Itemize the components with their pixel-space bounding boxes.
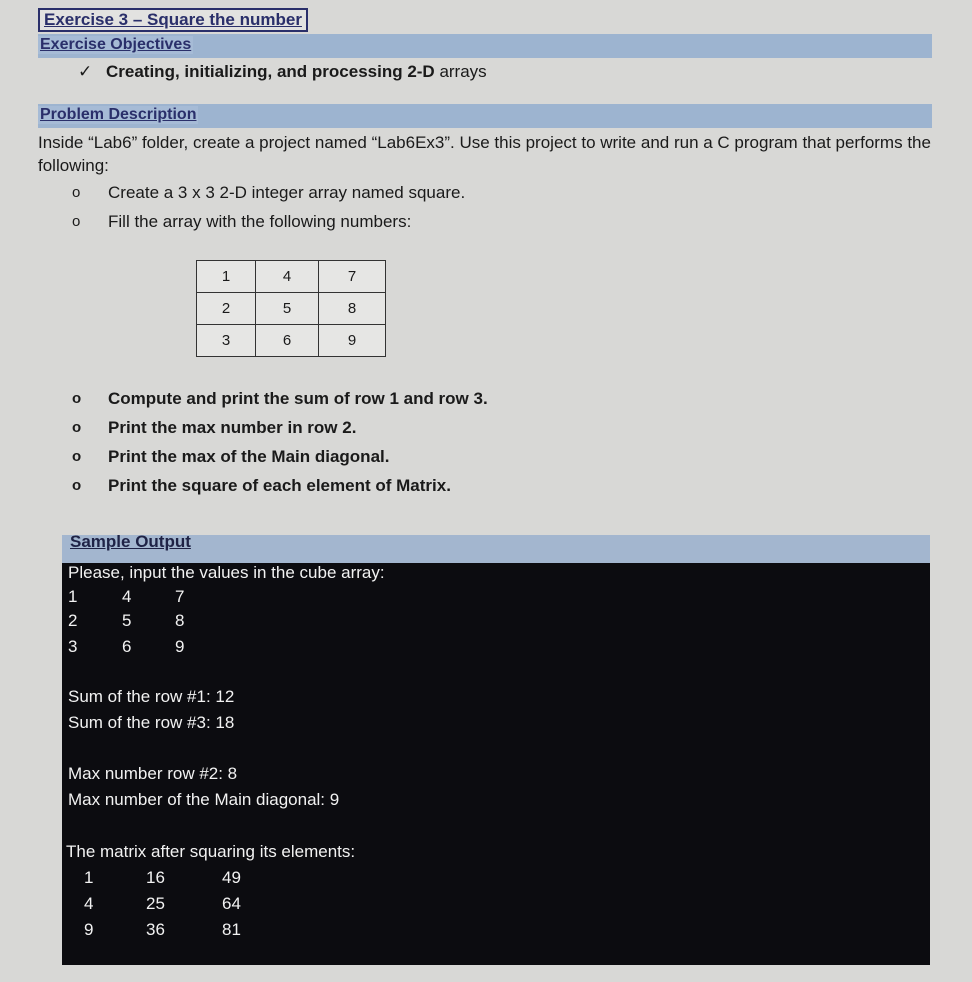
table-cell: 7 xyxy=(319,261,386,293)
table-row xyxy=(197,261,386,293)
list-item xyxy=(72,442,488,471)
input-value: 4 xyxy=(122,587,132,606)
input-value: 2 xyxy=(68,611,78,630)
input-value: 7 xyxy=(175,587,185,606)
input-value: 1 xyxy=(68,587,78,606)
list-item xyxy=(72,384,488,413)
sum-row1-line: Sum of the row #1: 12 xyxy=(68,687,235,706)
input-value: 8 xyxy=(175,611,185,630)
problem-band xyxy=(38,104,932,128)
squared-value: 16 xyxy=(146,868,165,887)
table-row xyxy=(197,293,386,325)
list-item-text: Compute and print the sum of row 1 and row 3. xyxy=(108,389,488,408)
bullet-icon: o xyxy=(72,477,82,494)
squared-value: 25 xyxy=(146,894,165,913)
max-row2-line: Max number row #2: 8 xyxy=(68,764,238,783)
objectives-heading: Exercise Objectives xyxy=(40,36,192,53)
objective-tail: arrays xyxy=(434,62,487,81)
list-item-text: Print the max of the Main diagonal. xyxy=(108,447,390,466)
problem-heading: Problem Description xyxy=(40,106,197,123)
bullet-icon: o xyxy=(72,448,82,465)
table-cell: 9 xyxy=(319,325,386,357)
bullet-icon: o xyxy=(72,390,82,407)
squared-value: 81 xyxy=(222,920,241,939)
bullet-icon: o xyxy=(72,213,81,230)
squared-value: 49 xyxy=(222,868,241,887)
exercise-title: Exercise 3 – Square the number xyxy=(38,8,308,32)
objective-item xyxy=(78,62,487,82)
task-list-top xyxy=(72,178,465,236)
list-item xyxy=(72,207,465,236)
table-cell: 1 xyxy=(197,261,256,293)
array-table xyxy=(196,260,386,357)
console-output xyxy=(62,563,930,965)
list-item xyxy=(72,413,488,442)
table-cell: 2 xyxy=(197,293,256,325)
table-cell: 6 xyxy=(256,325,319,357)
list-item-text: Print the max number in row 2. xyxy=(108,418,357,437)
squared-value: 64 xyxy=(222,894,241,913)
sample-band xyxy=(62,535,930,563)
list-item-text: Create a 3 x 3 2-D integer array named square. xyxy=(108,183,466,202)
input-value: 6 xyxy=(122,637,132,656)
matrix-title-line: The matrix after squaring its elements: xyxy=(66,842,356,861)
squared-value: 9 xyxy=(84,920,94,939)
problem-description: Inside “Lab6” folder, create a project named “Lab6Ex3”. Use this project to write and run a C program that performs the following: xyxy=(38,133,931,175)
squared-value: 36 xyxy=(146,920,165,939)
sample-output-heading: Sample Output xyxy=(70,532,191,551)
list-item-text: Print the square of each element of Matrix. xyxy=(108,476,451,495)
bullet-icon: o xyxy=(72,184,81,201)
table-cell: 3 xyxy=(197,325,256,357)
squared-value: 4 xyxy=(84,894,94,913)
bullet-icon: o xyxy=(72,419,82,436)
list-item xyxy=(72,178,465,207)
table-cell: 8 xyxy=(319,293,386,325)
list-item xyxy=(72,471,488,500)
squared-value: 1 xyxy=(84,868,94,887)
check-icon: ✓ xyxy=(78,62,93,81)
sum-row3-line: Sum of the row #3: 18 xyxy=(68,713,235,732)
table-row xyxy=(197,325,386,357)
input-value: 9 xyxy=(175,637,185,656)
objective-text: Creating, initializing, and processing 2-D xyxy=(106,62,435,81)
task-list-bottom xyxy=(72,384,488,500)
max-diagonal-line: Max number of the Main diagonal: 9 xyxy=(68,790,340,809)
input-value: 3 xyxy=(68,637,78,656)
console-prompt: Please, input the values in the cube array: xyxy=(68,563,385,582)
table-cell: 5 xyxy=(256,293,319,325)
table-cell: 4 xyxy=(256,261,319,293)
objectives-band xyxy=(38,34,932,58)
input-value: 5 xyxy=(122,611,132,630)
list-item-text: Fill the array with the following numbers: xyxy=(108,212,412,231)
